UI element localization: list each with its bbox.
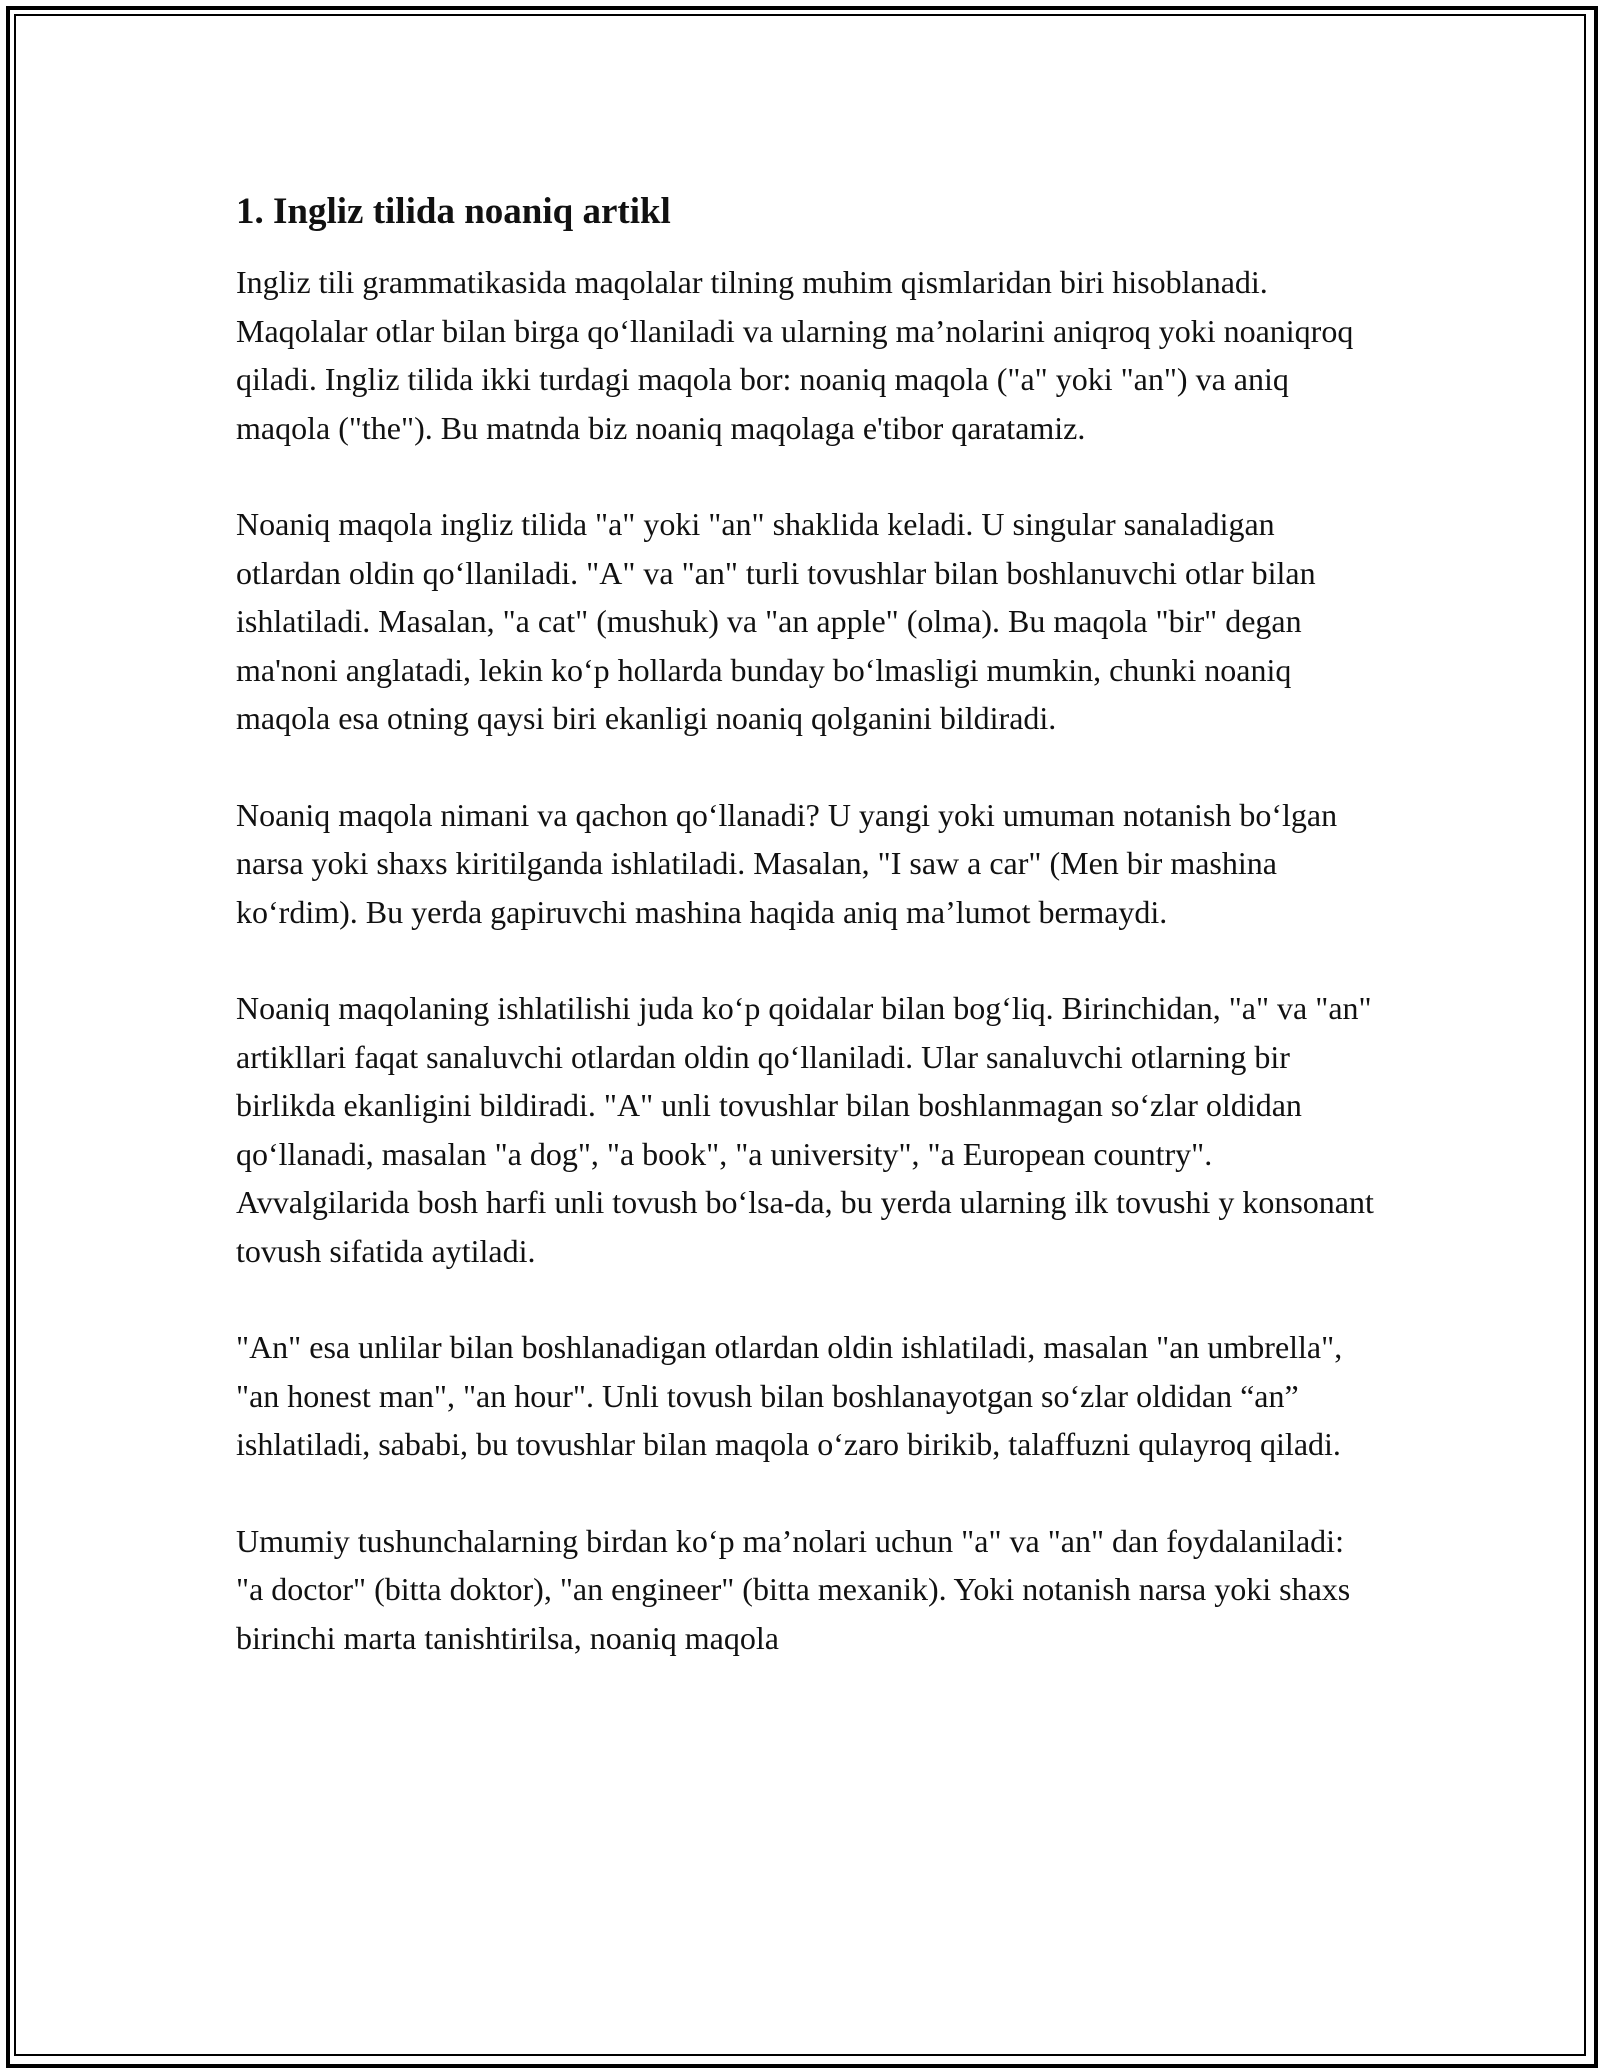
document-body — [236, 188, 1376, 1662]
paragraph-2: Noaniq maqola ingliz tilida "a" yoki "an" shaklida keladi. U singular sanaladigan otlardan oldin qo‘llaniladi. "A" va "an" turli tovushlar bilan boshlanuvchi otlar bilan ishlatiladi. Masalan, "a cat" (mushuk) va "an apple" (olma). Bu maqola "bir" degan ma'noni anglatadi, lekin ko‘p hollarda bunday bo‘lmasligi mumkin, chunki noaniq maqola esa otning qaysi biri ekanligi noaniq qolganini bildiradi. — [236, 506, 1316, 736]
paragraph-6: Umumiy tushunchalarning birdan ko‘p ma’nolari uchun "a" va "an" dan foydalaniladi: "a doctor" (bitta doktor), "an engineer" (bitta mexanik). Yoki notanish narsa yoki shaxs birinchi marta tanishtirilsa, noaniq maqola — [236, 1522, 1351, 1656]
paragraph-4: Noaniq maqolaning ishlatilishi juda ko‘p qoidalar bilan bog‘liq. Birinchidan, "a" va "an" artikllari faqat sanaluvchi otlardan oldin qo‘llaniladi. Ular sanaluvchi otlarning bir birlikda ekanligini bildiradi. "A" unli tovushlar bilan boshlanmagan so‘zlar oldidan qo‘llanadi, masalan "a dog", "a book", "a university", "a European country". Avvalgilarida bosh harfi unli tovush bo‘lsa-da, bu yerda ularning ilk tovushi y konsonant tovush sifatida aytiladi. — [236, 990, 1374, 1269]
document-title: 1. Ingliz tilida noaniq artikl — [236, 191, 671, 232]
paragraph-5: "An" esa unlilar bilan boshlanadigan otlardan oldin ishlatiladi, masalan "an umbrella", "an honest man", "an hour". Unli tovush bilan boshlanayotgan so‘zlar oldidan “an” ishlatiladi, sababi, bu tovushlar bilan maqola o‘zaro birikib, talaffuzni qulayroq qiladi. — [236, 1329, 1343, 1462]
paragraph-3: Noaniq maqola nimani va qachon qo‘llanadi? U yangi yoki umuman notanish bo‘lgan narsa yoki shaxs kiritilganda ishlatiladi. Masalan, "I saw a car" (Men bir mashina ko‘rdim). Bu yerda gapiruvchi mashina haqida aniq ma’lumot bermaydi. — [236, 796, 1338, 930]
paragraph-1: Ingliz tili grammatikasida maqolalar tilning muhim qismlaridan biri hisoblanadi. Maqolalar otlar bilan birga qo‘llaniladi va ularning ma’nolarini aniqroq yoki noaniqroq qiladi. Ingliz tilida ikki turdagi maqola bor: noaniq maqola ("a" yoki "an") va aniq maqola ("the"). Bu matnda biz noaniq maqolaga e'tibor qaratamiz. — [236, 264, 1354, 446]
